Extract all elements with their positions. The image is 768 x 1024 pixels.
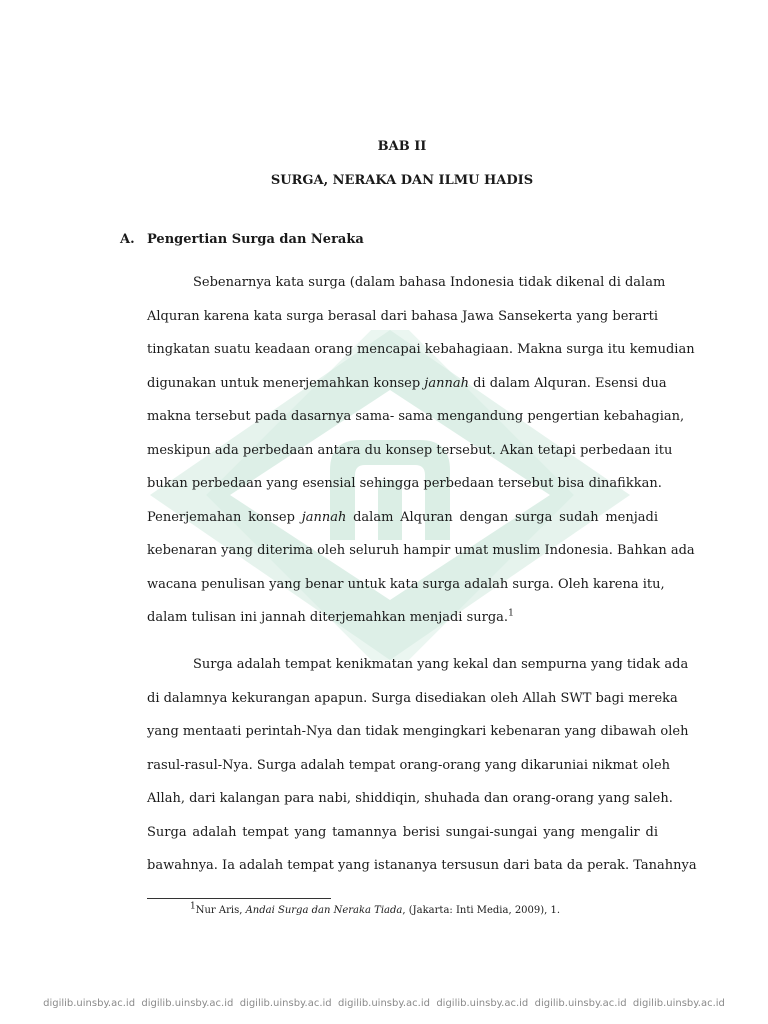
paragraph-line: Surga adalah tempat kenikmatan yang kekal dan sempurna yang tidak ada [193, 657, 689, 672]
paragraph-line: yang mentaati perintah-Nya dan tidak mengingkari kebenaran yang dibawah oleh [147, 724, 689, 739]
paragraph-line: rasul-rasul-Nya. Surga adalah tempat orang-orang yang dikaruniai nikmat oleh [147, 757, 671, 773]
footnote-number: 1 [190, 901, 196, 912]
footnote-marker: 1 [508, 608, 514, 619]
chapter-heading: BAB II [377, 139, 427, 154]
italic-term: jannah [301, 509, 347, 525]
section-number: A. [120, 232, 135, 247]
paragraph-line: makna tersebut pada dasarnya sama- sama mengandung pengertian kebahagian, [147, 409, 685, 424]
paragraph-line [147, 607, 658, 641]
text-run: digunakan untuk menerjemahkan konsep [147, 375, 425, 391]
footnote [190, 901, 561, 916]
paragraph-line: Alquran karena kata surga berasal dari bahasa Jawa Sansekerta yang berarti [147, 308, 658, 324]
paragraph-line: bukan perbedaan yang esensial sehingga perbedaan tersebut bisa dinafikkan. [147, 476, 662, 491]
paragraph-line: di dalamnya kekurangan apapun. Surga disediakan oleh Allah SWT bagi mereka [147, 690, 678, 706]
italic-term: jannah [424, 375, 469, 391]
section-heading [120, 232, 364, 247]
footnote-publication: , (Jakarta: Inti Media, 2009), 1. [402, 905, 561, 916]
text-run: di dalam Alquran. Esensi dua [468, 375, 667, 391]
paragraph-line [147, 507, 658, 541]
paragraph-line: Allah, dari kalangan para nabi, shiddiqin, shuhada dan orang-orang yang saleh. [147, 791, 673, 806]
text-run: Penerjemahan konsep [147, 509, 302, 525]
section-title: Pengertian Surga dan Neraka [147, 232, 364, 247]
paragraph-line: tingkatan suatu keadaan orang mencapai kebahagiaan. Makna surga itu kemudian [147, 342, 695, 357]
text-run: dalam Alquran dengan surga sudah menjadi [346, 509, 658, 525]
paragraph-line: Surga adalah tempat yang tamannya berisi sungai-sungai yang mengalir di [147, 824, 658, 840]
text-run: dalam tulisan ini jannah diterjemahkan menjadi surga. [147, 610, 509, 625]
paragraph-1 [147, 272, 695, 641]
repository-footer: digilib.uinsby.ac.id digilib.uinsby.ac.id digilib.uinsby.ac.id digilib.uinsby.ac.id digilib.uinsby.ac.id digilib.uinsby.ac.id digilib.uinsby.ac.id [43, 998, 725, 1009]
paragraph-line: Sebenarnya kata surga (dalam bahasa Indonesia tidak dikenal di dalam [193, 275, 666, 290]
paragraph-line [147, 373, 667, 407]
paragraph-line: wacana penulisan yang benar untuk kata surga adalah surga. Oleh karena itu, [147, 576, 665, 592]
footnote-author: Nur Aris, [195, 905, 246, 916]
paragraph-line: meskipun ada perbedaan antara du konsep tersebut. Akan tetapi perbedaan itu [147, 442, 673, 458]
footnote-book-title: Andai Surga dan Neraka Tiada [245, 905, 403, 916]
footnote-separator [147, 898, 331, 899]
chapter-title: SURGA, NERAKA DAN ILMU HADIS [270, 173, 534, 188]
paragraph-line: bawahnya. Ia adalah tempat yang istananya tersusun dari bata da perak. Tanahnya [147, 858, 697, 873]
paragraph-2 [147, 654, 697, 889]
paragraph-line: kebenaran yang diterima oleh seluruh hampir umat muslim Indonesia. Bahkan ada [147, 543, 695, 558]
